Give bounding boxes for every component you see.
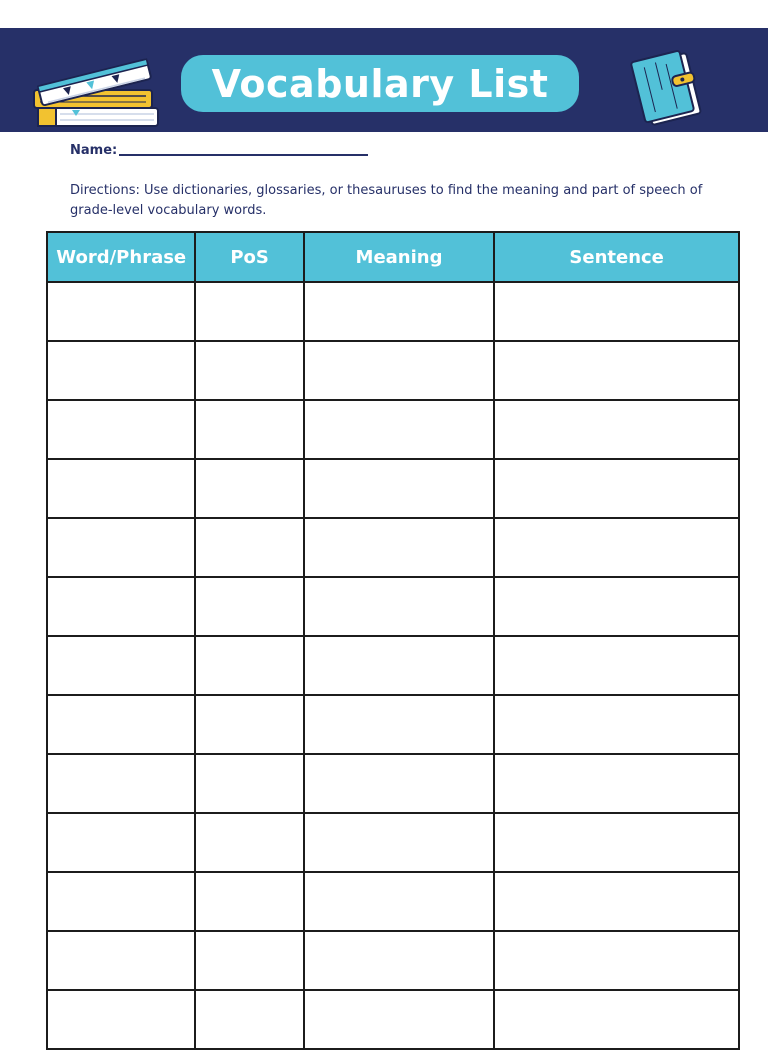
name-label: Name: xyxy=(70,143,118,158)
sentence-cell[interactable] xyxy=(494,636,739,695)
table-row xyxy=(47,695,739,754)
meaning-cell[interactable] xyxy=(304,990,495,1049)
meaning-cell[interactable] xyxy=(304,872,495,931)
name-field-line[interactable] xyxy=(119,154,368,156)
column-header-pos: PoS xyxy=(195,232,303,282)
table-row xyxy=(47,400,739,459)
meaning-cell[interactable] xyxy=(304,459,495,518)
table-row xyxy=(47,813,739,872)
column-header-sentence: Sentence xyxy=(494,232,739,282)
pos-cell[interactable] xyxy=(195,695,303,754)
stacked-books-icon xyxy=(32,44,162,132)
table-row xyxy=(47,636,739,695)
table-row xyxy=(47,931,739,990)
pos-cell[interactable] xyxy=(195,813,303,872)
table-body xyxy=(47,282,739,1049)
sentence-cell[interactable] xyxy=(494,518,739,577)
word-phrase-cell[interactable] xyxy=(47,754,195,813)
directions-text: Directions: Use dictionaries, glossaries, or thesauruses to find the meaning and part of speech of grade-level vocabulary words. xyxy=(70,183,703,218)
table-row xyxy=(47,577,739,636)
pos-cell[interactable] xyxy=(195,577,303,636)
meaning-cell[interactable] xyxy=(304,695,495,754)
sentence-cell[interactable] xyxy=(494,282,739,341)
table-row xyxy=(47,341,739,400)
sentence-cell[interactable] xyxy=(494,872,739,931)
pos-cell[interactable] xyxy=(195,931,303,990)
sentence-cell[interactable] xyxy=(494,459,739,518)
pos-cell[interactable] xyxy=(195,990,303,1049)
sentence-cell[interactable] xyxy=(494,754,739,813)
meaning-cell[interactable] xyxy=(304,341,495,400)
sentence-cell[interactable] xyxy=(494,813,739,872)
table-row xyxy=(47,518,739,577)
word-phrase-cell[interactable] xyxy=(47,400,195,459)
sentence-cell[interactable] xyxy=(494,341,739,400)
table-row xyxy=(47,872,739,931)
word-phrase-cell[interactable] xyxy=(47,931,195,990)
word-phrase-cell[interactable] xyxy=(47,518,195,577)
column-header-meaning: Meaning xyxy=(304,232,495,282)
title-banner xyxy=(181,55,579,112)
sentence-cell[interactable] xyxy=(494,695,739,754)
word-phrase-cell[interactable] xyxy=(47,872,195,931)
pos-cell[interactable] xyxy=(195,341,303,400)
pos-cell[interactable] xyxy=(195,282,303,341)
pos-cell[interactable] xyxy=(195,754,303,813)
meaning-cell[interactable] xyxy=(304,577,495,636)
sentence-cell[interactable] xyxy=(494,931,739,990)
pos-cell[interactable] xyxy=(195,400,303,459)
sentence-cell[interactable] xyxy=(494,577,739,636)
meaning-cell[interactable] xyxy=(304,813,495,872)
sentence-cell[interactable] xyxy=(494,990,739,1049)
column-header-word-phrase: Word/Phrase xyxy=(47,232,195,282)
word-phrase-cell[interactable] xyxy=(47,813,195,872)
word-phrase-cell[interactable] xyxy=(47,459,195,518)
vocabulary-table xyxy=(46,231,740,1050)
meaning-cell[interactable] xyxy=(304,636,495,695)
table-row xyxy=(47,459,739,518)
page-title: Vocabulary List xyxy=(211,61,549,106)
notebook-icon xyxy=(628,48,710,128)
pos-cell[interactable] xyxy=(195,459,303,518)
sentence-cell[interactable] xyxy=(494,400,739,459)
word-phrase-cell[interactable] xyxy=(47,636,195,695)
meaning-cell[interactable] xyxy=(304,518,495,577)
pos-cell[interactable] xyxy=(195,636,303,695)
meaning-cell[interactable] xyxy=(304,754,495,813)
word-phrase-cell[interactable] xyxy=(47,695,195,754)
word-phrase-cell[interactable] xyxy=(47,577,195,636)
meaning-cell[interactable] xyxy=(304,400,495,459)
word-phrase-cell[interactable] xyxy=(47,282,195,341)
table-row xyxy=(47,282,739,341)
word-phrase-cell[interactable] xyxy=(47,990,195,1049)
meaning-cell[interactable] xyxy=(304,931,495,990)
word-phrase-cell[interactable] xyxy=(47,341,195,400)
pos-cell[interactable] xyxy=(195,518,303,577)
table-row xyxy=(47,754,739,813)
meaning-cell[interactable] xyxy=(304,282,495,341)
pos-cell[interactable] xyxy=(195,872,303,931)
table-row xyxy=(47,990,739,1049)
table-header-row xyxy=(47,232,739,282)
